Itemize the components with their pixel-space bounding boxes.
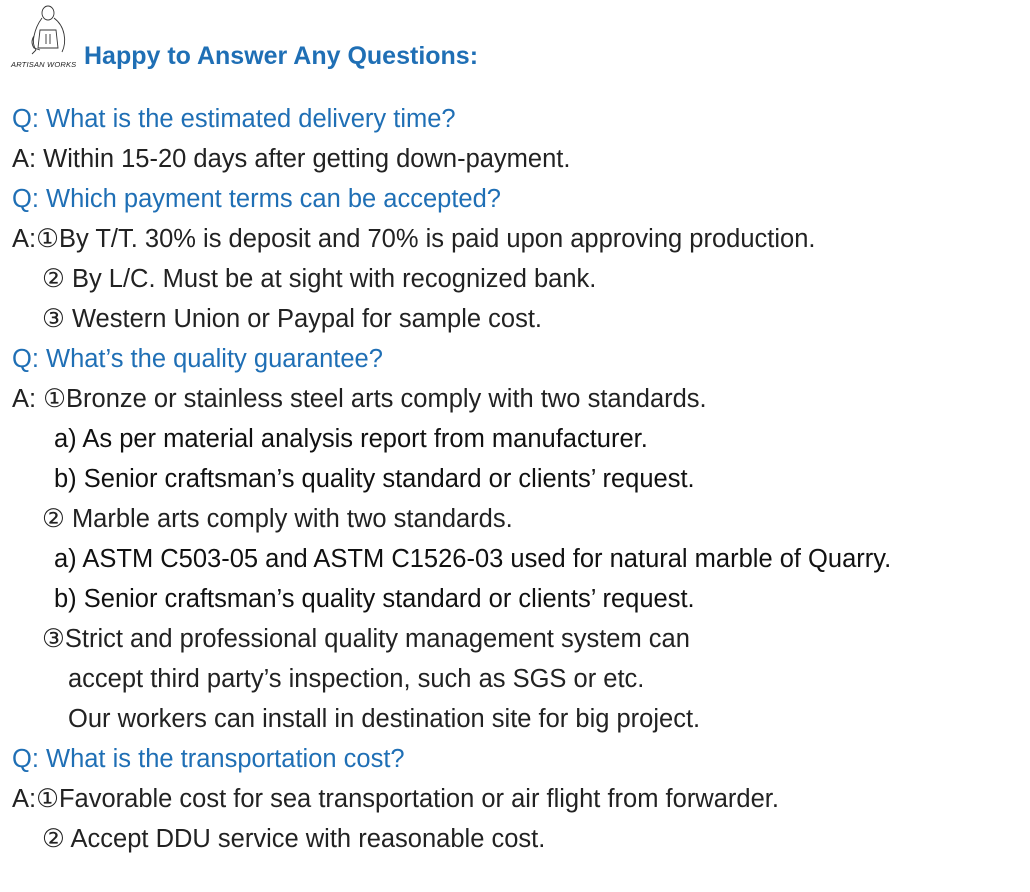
logo (8, 4, 84, 70)
faq-answer-line: ② Marble arts comply with two standards. (42, 505, 513, 533)
faq-answer-line: A:①By T/T. 30% is deposit and 70% is paid upon approving production. (12, 225, 816, 253)
faq-answer-line: ③ Western Union or Paypal for sample cost. (42, 305, 543, 333)
faq-question-transportation: Q: What is the transportation cost? (12, 745, 405, 773)
logo-text: ARTISAN WORKS (11, 60, 77, 69)
faq-answer-line: Our workers can install in destination site for big project. (68, 705, 701, 733)
header (0, 0, 1030, 80)
faq-answer-line: a) As per material analysis report from manufacturer. (54, 425, 648, 453)
faq-answer-line: b) Senior craftsman’s quality standard or clients’ request. (54, 465, 695, 493)
faq-answer-line: A: ①Bronze or stainless steel arts comply with two standards. (12, 385, 707, 413)
faq-answer-line: accept third party’s inspection, such as SGS or etc. (68, 665, 645, 693)
faq-question-payment: Q: Which payment terms can be accepted? (12, 185, 501, 213)
faq-answer-line: A: Within 15-20 days after getting down-payment. (12, 145, 571, 173)
faq-answer-line: b) Senior craftsman’s quality standard or clients’ request. (54, 585, 695, 613)
faq-answer-line: A:①Favorable cost for sea transportation or air flight from forwarder. (12, 785, 779, 813)
faq-answer-line: ② By L/C. Must be at sight with recognized bank. (42, 265, 597, 293)
craftsman-sketch-icon (22, 4, 72, 58)
faq-answer-line: ③Strict and professional quality management system can (42, 625, 690, 653)
page-title: Happy to Answer Any Questions: (84, 42, 479, 70)
faq-question-quality: Q: What’s the quality guarantee? (12, 345, 383, 373)
faq-answer-line: ② Accept DDU service with reasonable cost. (42, 825, 546, 853)
faq-answer-line: a) ASTM C503-05 and ASTM C1526-03 used for natural marble of Quarry. (54, 545, 892, 573)
faq-question-delivery: Q: What is the estimated delivery time? (12, 105, 456, 133)
